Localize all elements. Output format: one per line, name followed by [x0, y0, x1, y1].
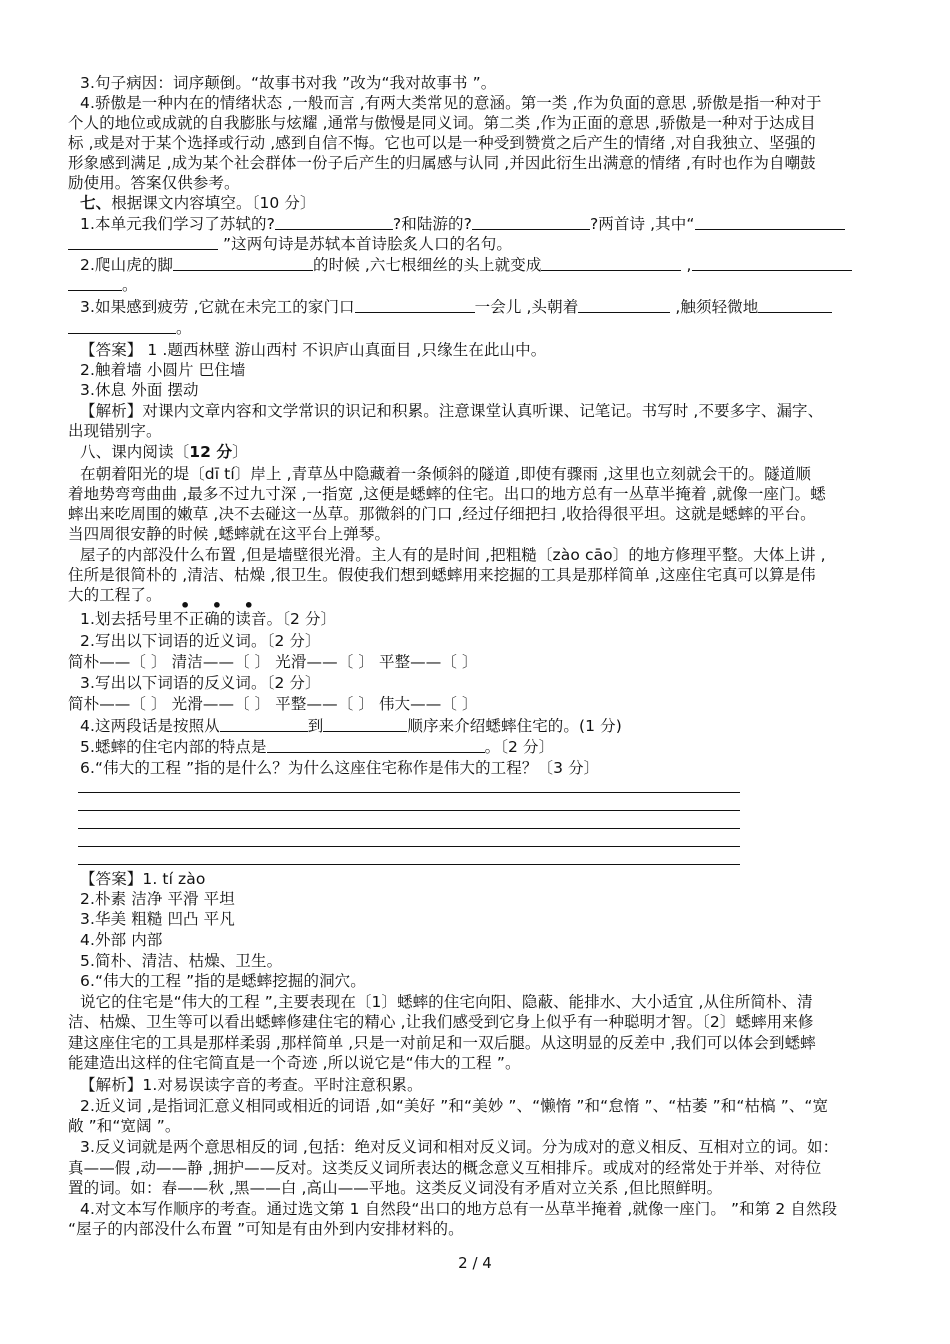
emphasis-dots: • • •: [180, 596, 262, 615]
paragraph-line: 个人的地位或成就的自我膨胀与炫耀 ,通常与傲慢是同义词。第二类 ,作为正面的意思 ,骄傲是一种对于达成目: [68, 114, 816, 132]
reading-passage-line: 大的工程了。: [68, 586, 162, 604]
analysis-8-4: 4.对文本写作顺序的考查。通过选文第 1 自然段“出口的地方总有一丛草半掩着 ,就像一座门。 ”和第 2 自然段: [80, 1200, 838, 1218]
answer-8-6: 6.“伟大的工程 ”指的是蟋蟀挖掘的洞穴。: [80, 972, 366, 990]
blank: [68, 234, 218, 250]
answer-8-1: 【答案】1. tí zào: [80, 870, 206, 888]
answer-8-2: 2.朴素 洁净 平滑 平坦: [80, 890, 235, 908]
paragraph-line: 励使用。答案仅供参考。: [68, 174, 240, 192]
blank: [578, 297, 670, 313]
answer-rule: [78, 828, 740, 829]
answer-8-6-explanation: 建这座住宅的工具是那样柔弱 ,那样简单 ,只是一对前足和一双后腿。从这明显的反差中 ,我们可以体会到蟋蟀: [68, 1034, 816, 1052]
answer-rule: [78, 846, 740, 847]
analysis-8-2-cont: 敞 ”和“宽阔 ”。: [68, 1117, 181, 1135]
answer-rule: [78, 810, 740, 811]
fill-question-2-cont: 。: [68, 275, 138, 295]
answer-line-3: 3.句子病因：词序颠倒。“故事书对我 ”改为“我对故事书 ”。: [80, 74, 497, 92]
reading-question-2: 2.写出以下词语的近义词。〔2 分〕: [80, 632, 321, 650]
analysis-7: 【解析】对课内文章内容和文学常识的识记和积累。注意课堂认真听课、记笔记。书写时 ,不要多字、漏字、: [80, 402, 824, 420]
answer-8-6-explanation: 洁、枯燥、卫生等可以看出蟋蟀修建住宅的精心 ,让我们感受到它身上似乎有一种聪明才智。〔2〕蟋蟀用来修: [68, 1013, 814, 1031]
blank: [692, 255, 852, 271]
reading-passage-line: 在朝着阳光的堤〔dī tí〕岸上 ,青草丛中隐藏着一条倾斜的隧道 ,即使有骤雨 ,这里也立刻就会干的。隧道顺: [80, 465, 811, 483]
reading-passage-line: 屋子的内部没什么布置 ,但是墙壁很光滑。主人有的是时间 ,把粗糙〔zào cāo〕的地方修理平整。大体上讲 ,: [80, 546, 826, 564]
synonym-items: 简朴——〔 〕 清洁——〔 〕 光滑——〔 〕 平整——〔 〕: [68, 653, 478, 671]
reading-passage-line: 着地势弯弯曲曲 ,最多不过九寸深 ,一指宽 ,这便是蟋蟀的住宅。出口的地方总有一丛草半掩着 ,就像一座门。蟋: [68, 485, 826, 503]
fill-question-3: 3.如果感到疲劳 ,它就在未完工的家门口 一会儿 ,头朝着 ,触须轻微地: [80, 297, 832, 317]
answer-7-2: 2.触着墙 小圆片 巴住墙: [80, 361, 246, 379]
fill-question-1: 1.本单元我们学习了苏轼的? ?和陆游的? ?两首诗 ,其中“: [80, 214, 845, 234]
blank: [323, 716, 407, 732]
reading-passage-line: 当四周很安静的时候 ,蟋蟀就在这平台上弹琴。: [68, 525, 391, 543]
answer-rule: [78, 792, 740, 793]
paragraph-line: 标 ,或是对于某个选择或行动 ,感到自信不悔。它也可以是一种受到赞赏之后产生的情绪 ,对自我独立、坚强的: [68, 134, 816, 152]
answer-rule: [78, 864, 740, 865]
blank: [267, 737, 485, 753]
reading-question-4: 4.这两段话是按照从 到 顺序来介绍蟋蟀住宅的。(1 分): [80, 717, 622, 735]
answer-7-1: 【答案】 1 .题西林壁 游山西村 不识庐山真面目 ,只缘生在此山中。: [80, 341, 547, 359]
reading-passage-line: 住所是很简朴的 ,清洁、枯燥 ,很卫生。假使我们想到蟋蟀用来挖掘的工具是那样简单 ,这座住宅真可以算是伟: [68, 566, 816, 584]
answer-7-3: 3.休息 外面 摆动: [80, 381, 199, 399]
answer-line-4: 4.骄傲是一种内在的情绪状态 ,一般而言 ,有两大类常见的意涵。第一类 ,作为负面的意思 ,骄傲是指一种对于: [80, 94, 822, 112]
paragraph-line: 形象感到满足 ,成为某个社会群体一份子后产生的归属感与认同 ,并因此衍生出满意的情绪 ,有时也作为自嘲鼓: [68, 154, 816, 172]
answer-8-5: 5.简朴、清洁、枯燥、卫生。: [80, 952, 283, 970]
analysis-8-3-cont: 真——假 ,动——静 ,拥护——反对。这类反义词所表达的概念意义互相排斥。或成对的经常处于并举、对待位: [68, 1159, 822, 1177]
answer-8-4: 4.外部 内部: [80, 931, 163, 949]
answer-8-6-explanation: 说它的住宅是“伟大的工程 ”,主要表现在〔1〕蟋蟀的住宅向阳、隐蔽、能排水、大小适宜 ,从住所简朴、清: [80, 993, 813, 1011]
section-7-heading: 七、根据课文内容填空。〔10 分〕: [80, 194, 316, 212]
reading-question-3: 3.写出以下词语的反义词。〔2 分〕: [80, 674, 321, 692]
antonym-items: 简朴——〔 〕 光滑——〔 〕 平整——〔 〕 伟大——〔 〕: [68, 695, 478, 713]
reading-question-6: 6.“伟大的工程 ”指的是什么？为什么这座住宅称作是伟大的工程？〔3 分〕: [80, 759, 600, 777]
analysis-7-cont: 出现错别字。: [68, 422, 162, 440]
blank: [695, 214, 845, 230]
page-number: 2 / 4: [458, 1254, 492, 1272]
blank: [275, 214, 393, 230]
blank: [541, 255, 681, 271]
analysis-8-2: 2.近义词 ,是指词汇意义相同或相近的词语 ,如“美好 ”和“美妙 ”、“懒惰 ”和“怠惰 ”、“枯萎 ”和“枯槁 ”、“宽: [80, 1097, 829, 1115]
reading-question-5: 5.蟋蟀的住宅内部的特点是 。〔2 分〕: [80, 738, 555, 756]
fill-question-3-cont: 。: [68, 318, 192, 338]
blank: [68, 275, 122, 291]
blank: [220, 716, 308, 732]
analysis-8-4-cont: “屋子的内部没什么布置 ”可知是有由外到内安排材料的。: [68, 1220, 464, 1238]
blank: [758, 297, 832, 313]
analysis-8-3-cont: 置的词。如：春——秋 ,黑——白 ,高山——平地。这类反义词没有矛盾对立关系 ,但比照鲜明。: [68, 1179, 723, 1197]
reading-question-1: 1.划去括号里不正确的读音。〔2 分〕: [80, 610, 337, 628]
blank: [173, 255, 313, 271]
blank: [68, 318, 176, 334]
fill-question-2: 2.爬山虎的脚 的时候 ,六七根细丝的头上就变成 ,: [80, 255, 852, 275]
fill-question-1-cont: ”这两句诗是苏轼本首诗脍炙人口的名句。: [68, 234, 512, 254]
section-8-heading: 八、课内阅读〔12 分〕: [80, 443, 248, 461]
analysis-8-3: 3.反义词就是两个意思相反的词 ,包括：绝对反义词和相对反义词。分为成对的意义相反、互相对立的词。如：: [80, 1138, 839, 1156]
answer-8-3: 3.华美 粗糙 凹凸 平凡: [80, 910, 235, 928]
reading-passage-line: 蟀出来吃周围的嫩草 ,决不去碰这一丛草。那微斜的门口 ,经过仔细把扫 ,收拾得很平坦。这就是蟋蟀的平台。: [68, 505, 816, 523]
answer-8-6-explanation: 能建造出这样的住宅简直是一个奇迹 ,所以说它是“伟大的工程 ”。: [68, 1054, 521, 1072]
blank: [472, 214, 590, 230]
blank: [355, 297, 475, 313]
analysis-8-1: 【解析】1.对易误读字音的考查。平时注意积累。: [80, 1076, 423, 1094]
